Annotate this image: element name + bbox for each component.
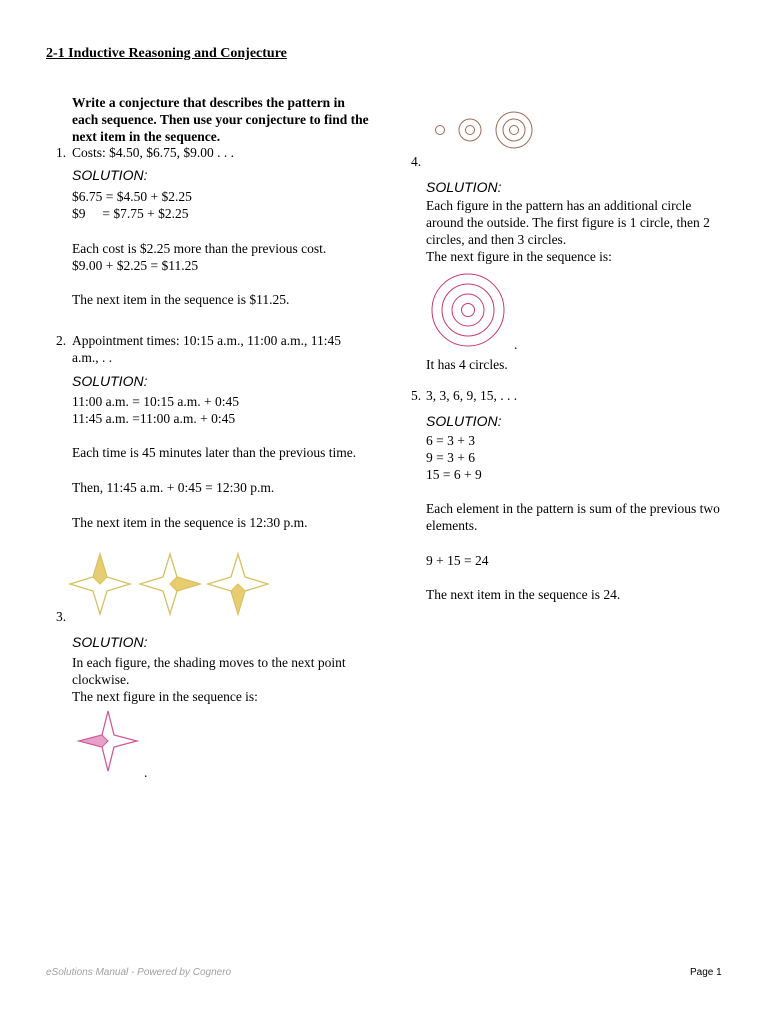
problem-4-line-2: The next figure in the sequence is: bbox=[426, 249, 612, 264]
problem-2-line-3: Each time is 45 minutes later than the previous time. bbox=[72, 445, 357, 460]
problem-4-trailing-period: . bbox=[514, 337, 518, 352]
star-answer-figure bbox=[78, 710, 138, 772]
problem-2-line-4: Then, 11:45 a.m. + 0:45 = 12:30 p.m. bbox=[72, 480, 275, 495]
problem-2-line-2: 11:45 a.m. =11:00 a.m. + 0:45 bbox=[72, 411, 236, 426]
problem-1-solution-label: SOLUTION: bbox=[72, 167, 148, 183]
problem-2-prompt-a: Appointment times: 10:15 a.m., 11:00 a.m., 11:45 bbox=[72, 333, 341, 348]
problem-2-line-1: 11:00 a.m. = 10:15 a.m. + 0:45 bbox=[72, 394, 239, 409]
problem-3-number: 3. bbox=[56, 609, 67, 624]
footer-page-number: Page 1 bbox=[690, 967, 722, 978]
problem-2-answer: The next item in the sequence is 12:30 p.m. bbox=[72, 515, 308, 530]
problem-1-line-1: $6.75 = $4.50 + $2.25 bbox=[72, 189, 192, 204]
problem-2-solution-label: SOLUTION: bbox=[72, 373, 148, 389]
problem-3-trailing-period: . bbox=[144, 765, 148, 780]
star-figure-1 bbox=[70, 554, 130, 614]
star-figure-3 bbox=[208, 554, 268, 614]
problem-5-solution-label: SOLUTION: bbox=[426, 413, 502, 429]
problem-3-solution-label: SOLUTION: bbox=[72, 634, 148, 650]
problem-2-prompt-b: a.m., . . bbox=[72, 350, 113, 365]
instructions: Write a conjecture that describes the pattern in each sequence. Then use your conjecture to find the next item in the sequence. bbox=[72, 95, 369, 144]
star-figure-2 bbox=[140, 554, 200, 614]
circle-sequence-figure bbox=[428, 104, 538, 156]
problem-5-eq-3: 15 = 6 + 9 bbox=[426, 467, 482, 482]
problem-1-line-2: $9 = $7.75 + $2.25 bbox=[72, 206, 189, 221]
problem-5-eq-2: 9 = 3 + 6 bbox=[426, 450, 475, 465]
problem-4-number: 4. bbox=[411, 154, 422, 169]
problem-1-number: 1. bbox=[56, 145, 67, 160]
star-sequence-figure bbox=[70, 552, 270, 616]
problem-5-number: 5. bbox=[411, 388, 422, 403]
problem-1-prompt: Costs: $4.50, $6.75, $9.00 . . . bbox=[72, 145, 235, 160]
page-title: 2-1 Inductive Reasoning and Conjecture bbox=[46, 46, 287, 61]
problem-3-line-1: In each figure, the shading moves to the next point clockwise. bbox=[72, 655, 346, 687]
problem-4-line-3: It has 4 circles. bbox=[426, 357, 508, 372]
problem-5-line-1: Each element in the pattern is sum of the previous two elements. bbox=[426, 501, 720, 533]
problem-1-line-3: Each cost is $2.25 more than the previous cost. bbox=[72, 241, 327, 256]
problem-3-line-2: The next figure in the sequence is: bbox=[72, 689, 258, 704]
circles-answer-figure bbox=[430, 272, 510, 348]
problem-5-answer: The next item in the sequence is 24. bbox=[426, 587, 621, 602]
circle-figure-3 bbox=[496, 112, 532, 148]
circle-figure-2 bbox=[459, 119, 481, 141]
footer-publisher: eSolutions Manual - Powered by Cognero bbox=[46, 967, 232, 978]
circle-figure-1 bbox=[436, 126, 445, 135]
problem-5-prompt: 3, 3, 6, 9, 15, . . . bbox=[426, 388, 518, 403]
problem-5-eq-1: 6 = 3 + 3 bbox=[426, 433, 475, 448]
problem-1-answer: The next item in the sequence is $11.25. bbox=[72, 292, 290, 307]
problem-5-line-2: 9 + 15 = 24 bbox=[426, 553, 489, 568]
problem-4-solution-label: SOLUTION: bbox=[426, 179, 502, 195]
problem-2-number: 2. bbox=[56, 333, 67, 348]
problem-1-line-4: $9.00 + $2.25 = $11.25 bbox=[72, 258, 199, 273]
problem-4-line-1: Each figure in the pattern has an additional circle around the outside. The first figure is 1 circle, then 2 circles, and then 3 circles. bbox=[426, 198, 710, 247]
